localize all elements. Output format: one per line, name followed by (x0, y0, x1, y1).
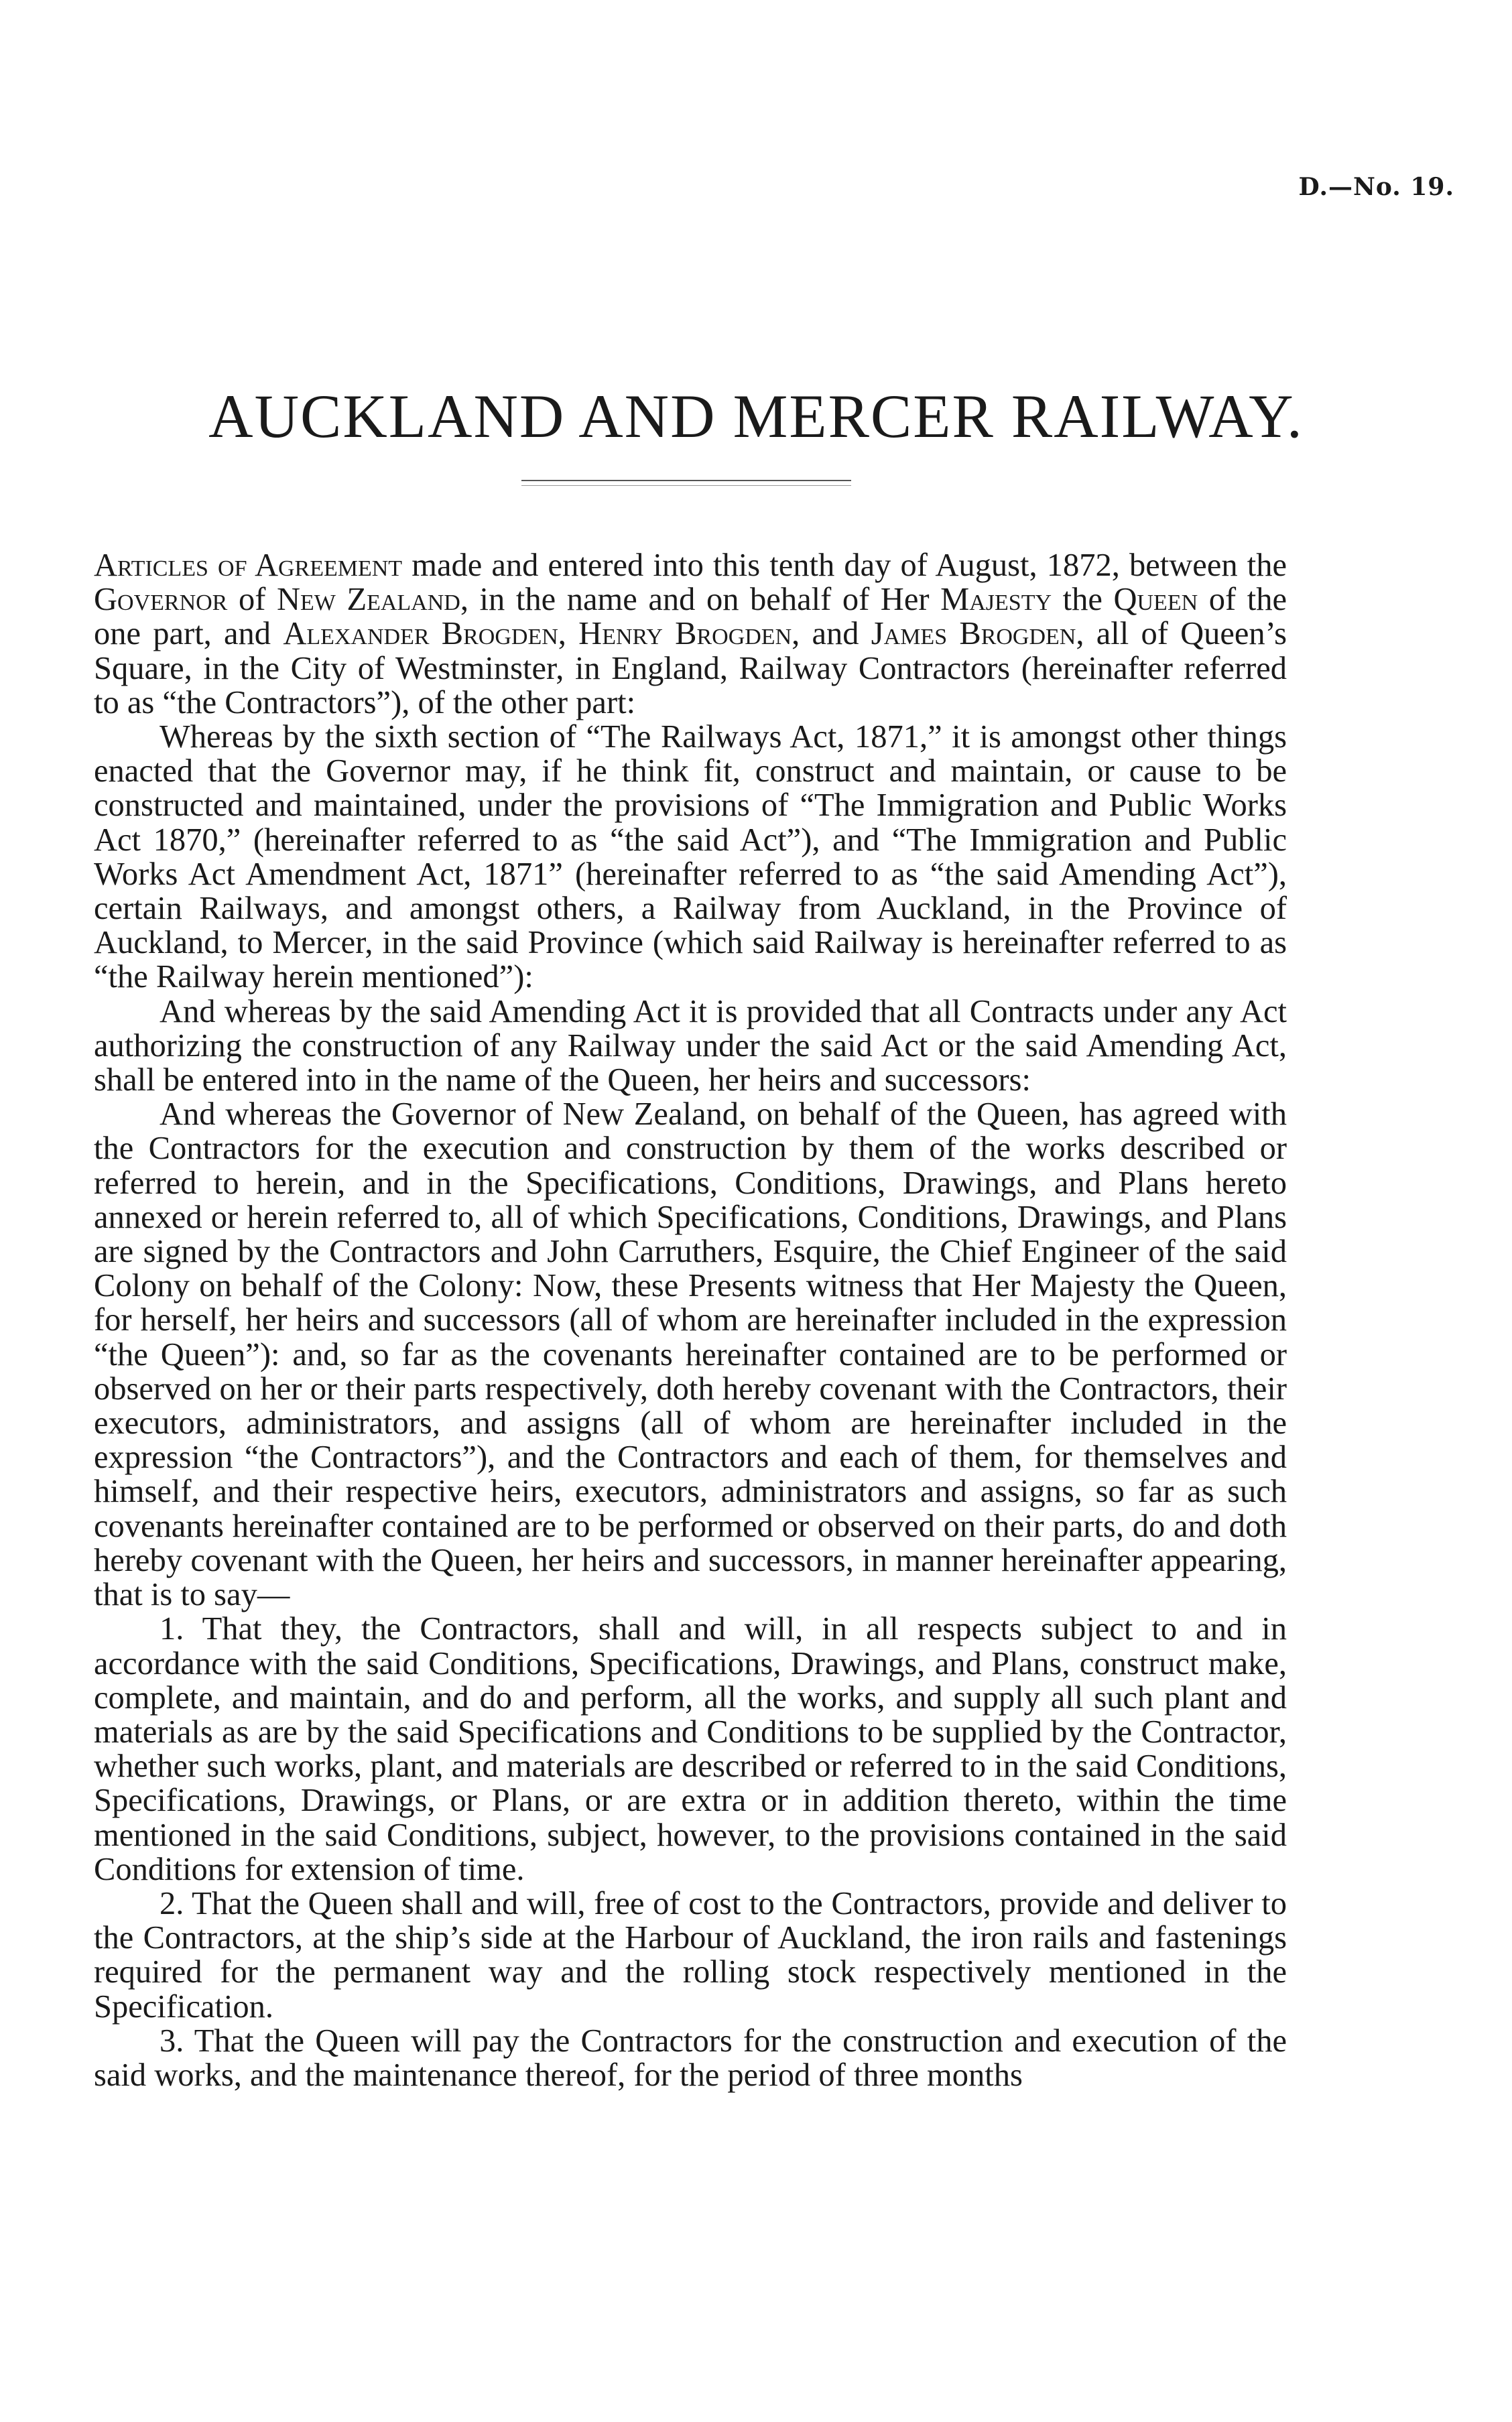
title-divider-secondary (521, 485, 851, 486)
preamble-text: , all of Queen’s Square, in the City of Westminster, in England, Railway Contractors (hereinafter referred to as “the Contractors”), of the other part: (94, 616, 1287, 720)
preamble-text: the (1052, 582, 1114, 618)
contractor-name-alexander: Alexander Brogden (283, 616, 558, 652)
preamble-text: , and (792, 616, 871, 652)
document-reference-number: D.—No. 19. (1298, 173, 1454, 201)
contractor-name-henry: Henry Brogden (578, 616, 792, 652)
articles-heading: Articles of Agreement (94, 548, 403, 583)
body-paragraph: And whereas by the said Amending Act it is provided that all Contracts under any Act authorizing the construction of any Railway under the said Act or the said Amending Act, shall be entered into in the name of the Queen, her heirs and successors: (94, 993, 1287, 1098)
clause-paragraph: 3. That the Queen will pay the Contractors for the construction and execution of the said works, and the maintenance thereof, for the period of three months (94, 2023, 1287, 2093)
preamble-text: , (558, 616, 579, 652)
preamble-text: of (227, 582, 277, 618)
preamble-text: made and entered into this tenth day of August, 1872, between the (402, 548, 1287, 583)
document-title: AUCKLAND AND MERCER RAILWAY. (208, 382, 1304, 450)
queen-term: Queen (1113, 582, 1198, 618)
new-zealand-term: New Zealand (276, 582, 460, 618)
title-divider (521, 480, 851, 481)
governor-term: Governor (94, 582, 228, 618)
body-paragraph: Whereas by the sixth section of “The Railways Act, 1871,” it is amongst other things enacted that the Governor may, if he think fit, construct and maintain, or cause to be constructed and maintained, under the provisions of “The Immigration and Public Works Act 1870,” (hereinafter referred to as “the said Act”), and “The Immigration and Public Works Act Amendment Act, 1871” (hereinafter referred to as “the said Amending Act”), certain Railways, and amongst others, a Railway from Auckland, in the Province of Auckland, to Mercer, in the said Province (which said Railway is hereinafter referred to as “the Railway herein mentioned”): (94, 719, 1287, 995)
agreement-body (94, 548, 1287, 2092)
body-paragraph: And whereas the Governor of New Zealand, on behalf of the Queen, has agreed with the Contractors for the execution and construction by them of the works described or referred to herein, and in the Specifications, Conditions, Drawings, and Plans hereto annexed or herein referred to, all of which Specifications, Conditions, Drawings, and Plans are signed by the Contractors and John Carruthers, Esquire, the Chief Engineer of the said Colony on behalf of the Colony: Now, these Presents witness that Her Majesty the Queen, for herself, her heirs and successors (all of whom are hereinafter included in the expression “the Queen”): and, so far as the covenants hereinafter contained are to be performed or observed on her or their parts respectively, doth hereby covenant with the Contractors, their executors, administrators, and assigns (all of whom are hereinafter included in the expression “the Contractors”), and the Contractors and each of them, for themselves and himself, and their respective heirs, executors, administrators and assigns, so far as such covenants hereinafter contained are to be performed or observed on their parts, do and doth hereby covenant with the Queen, her heirs and successors, in manner hereinafter appearing, that is to say— (94, 1096, 1287, 1613)
clause-paragraph: 2. That the Queen shall and will, free of cost to the Contractors, provide and deliver to the Contractors, at the ship’s side at the Harbour of Auckland, the iron rails and fastenings required for the permanent way and the rolling stock respectively mentioned in the Specification. (94, 1885, 1287, 2025)
preamble-text: of the one part, and (94, 582, 1287, 652)
contractor-name-james: James Brogden (871, 616, 1076, 652)
preamble-text: , in the name and on behalf of Her (460, 582, 941, 618)
majesty-term: Majesty (940, 582, 1052, 618)
clause-paragraph: 1. That they, the Contractors, shall and will, in all respects subject to and in accordance with the said Conditions, Specifications, Drawings, and Plans, construct make, complete, and maintain, and do and perform, all the works, and supply all such plant and materials as are by the said Specifications and Conditions to be supplied by the Contractor, whether such works, plant, and materials are described or referred to in the said Conditions, Specifications, Drawings, or Plans, or are extra or in addition thereto, within the time mentioned in the said Conditions, subject, however, to the provisions contained in the said Conditions for extension of time. (94, 1611, 1287, 1887)
preamble-paragraph (94, 548, 1287, 720)
